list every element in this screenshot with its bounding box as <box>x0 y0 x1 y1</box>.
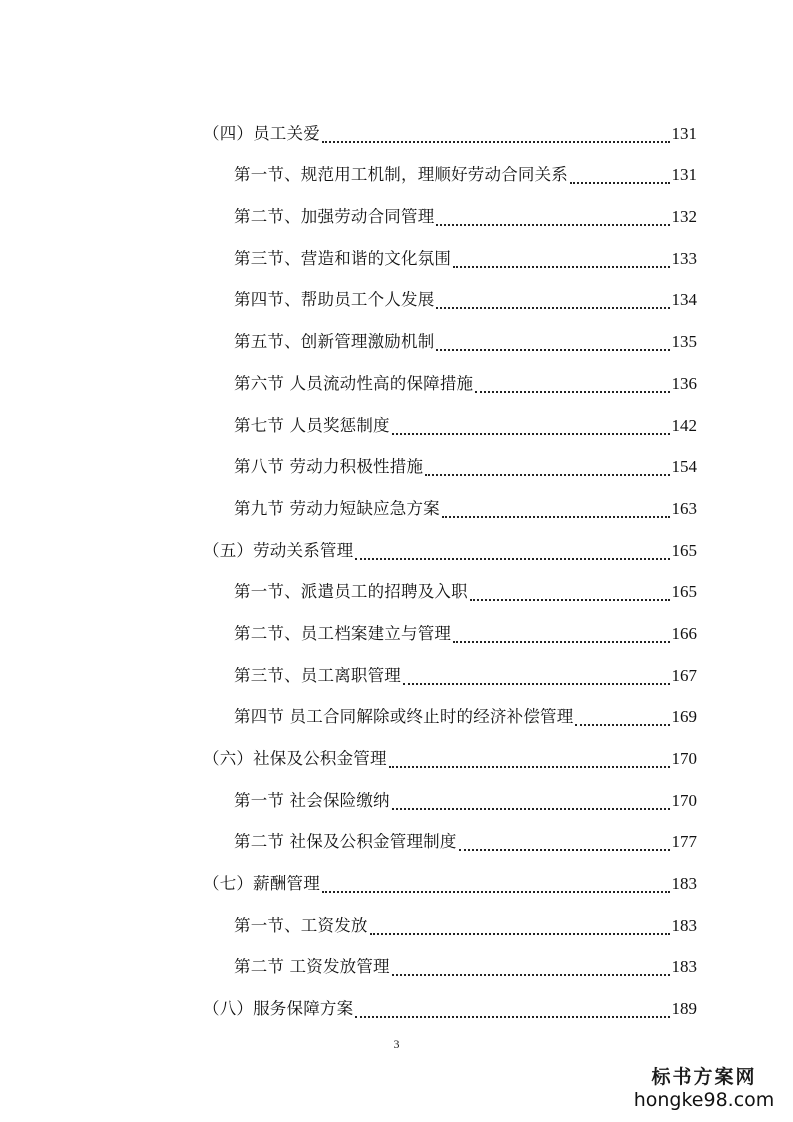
toc-entry-title: （六）社保及公积金管理 <box>203 749 387 768</box>
toc-entry-page-number: 165 <box>671 540 697 560</box>
toc-entry-title: 第八节 劳动力积极性措施 <box>234 457 424 477</box>
toc-entry-title: 第二节、加强劳动合同管理 <box>234 207 435 227</box>
toc-dot-leader <box>453 627 669 643</box>
toc-entry-title: 第一节 社会保险缴纳 <box>234 790 390 810</box>
toc-subsection-entry <box>203 396 697 438</box>
toc-entry-title: 第四节、帮助员工个人发展 <box>234 290 435 310</box>
toc-entry-page-number: 133 <box>671 248 697 268</box>
toc-entry-page-number: 132 <box>671 207 697 227</box>
toc-subsection-entry <box>203 354 697 396</box>
toc-entry-title: 第一节、工资发放 <box>234 915 368 935</box>
toc-subsection-entry <box>203 938 697 980</box>
toc-dot-leader <box>436 210 669 226</box>
toc-dot-leader <box>570 168 670 184</box>
toc-dot-leader <box>470 585 670 601</box>
page-number: 3 <box>393 1037 400 1051</box>
toc-dot-leader <box>453 252 669 268</box>
toc-section-entry <box>203 979 697 1021</box>
toc-subsection-entry <box>203 896 697 938</box>
toc-entry-page-number: 166 <box>671 623 697 643</box>
toc-entry-page-number: 134 <box>671 290 697 310</box>
toc-entry-title: 第三节、营造和谐的文化氛围 <box>234 248 452 268</box>
toc-subsection-entry <box>203 229 697 271</box>
toc-entry-page-number: 163 <box>671 498 697 518</box>
toc-section-entry <box>203 854 697 896</box>
toc-subsection-entry <box>203 646 697 688</box>
toc-entry-title: 第七节 人员奖惩制度 <box>234 415 390 435</box>
toc-entry-title: 第二节 社保及公积金管理制度 <box>234 832 457 852</box>
toc-entry-page-number: 131 <box>671 165 697 185</box>
toc-subsection-entry <box>203 438 697 480</box>
toc-dot-leader <box>425 460 669 476</box>
toc-entry-title: 第三节、员工离职管理 <box>234 665 401 685</box>
toc-entry-page-number: 135 <box>671 332 697 352</box>
toc-dot-leader <box>322 127 670 143</box>
toc-entry-title: 第二节 工资发放管理 <box>234 957 390 977</box>
toc-subsection-entry <box>203 771 697 813</box>
toc-subsection-entry <box>203 604 697 646</box>
toc-subsection-entry <box>203 271 697 313</box>
toc-subsection-entry <box>203 563 697 605</box>
toc-entry-title: 第一节、规范用工机制，理顺好劳动合同关系 <box>234 165 568 185</box>
watermark <box>629 1068 779 1110</box>
toc-subsection-entry <box>203 312 697 354</box>
toc-entry-page-number: 183 <box>671 915 697 935</box>
toc-entry-page-number: 154 <box>671 457 697 477</box>
toc-subsection-entry <box>203 813 697 855</box>
toc-entry-page-number: 131 <box>671 123 697 143</box>
toc-subsection-entry <box>203 146 697 188</box>
toc-dot-leader <box>436 335 669 351</box>
toc-entry-title: 第二节、员工档案建立与管理 <box>234 623 452 643</box>
toc-entry-title: 第五节、创新管理激励机制 <box>234 332 435 352</box>
toc-entry-title: （四）员工关爱 <box>203 123 320 143</box>
toc-dot-leader <box>403 669 670 685</box>
toc-dot-leader <box>370 919 670 935</box>
toc-dot-leader <box>389 752 670 768</box>
watermark-site-name: 标书方案网 <box>651 1066 757 1088</box>
toc-entry-page-number: 169 <box>671 707 697 727</box>
toc-dot-leader <box>392 794 670 810</box>
toc-dot-leader <box>442 502 670 518</box>
toc-subsection-entry <box>203 479 697 521</box>
toc-entry-page-number: 136 <box>671 373 697 393</box>
toc-dot-leader <box>392 419 670 435</box>
toc-dot-leader <box>459 835 670 851</box>
toc-entry-page-number: 142 <box>671 415 697 435</box>
table-of-contents <box>203 104 697 1021</box>
toc-entry-title: 第四节 员工合同解除或终止时的经济补偿管理 <box>234 707 574 727</box>
toc-dot-leader <box>475 377 669 393</box>
toc-entry-page-number: 189 <box>671 999 697 1019</box>
toc-entry-title: 第一节、派遣员工的招聘及入职 <box>234 582 468 602</box>
toc-entry-page-number: 183 <box>671 957 697 977</box>
toc-section-entry <box>203 729 697 771</box>
toc-entry-page-number: 177 <box>671 832 697 852</box>
toc-entry-title: 第九节 劳动力短缺应急方案 <box>234 498 440 518</box>
toc-section-entry <box>203 104 697 146</box>
toc-dot-leader <box>322 877 670 893</box>
toc-dot-leader <box>392 960 670 976</box>
toc-section-entry <box>203 521 697 563</box>
toc-dot-leader <box>436 293 669 309</box>
toc-entry-page-number: 170 <box>671 790 697 810</box>
toc-entry-title: 第六节 人员流动性高的保障措施 <box>234 373 474 393</box>
toc-entry-page-number: 183 <box>671 874 697 894</box>
toc-dot-leader <box>355 544 669 560</box>
toc-subsection-entry <box>203 187 697 229</box>
toc-entry-title: （八）服务保障方案 <box>203 999 354 1019</box>
watermark-url: hongke98.com <box>633 1089 775 1111</box>
toc-subsection-entry <box>203 688 697 730</box>
toc-dot-leader <box>355 1002 669 1018</box>
toc-entry-page-number: 170 <box>671 749 697 768</box>
toc-entry-page-number: 167 <box>671 665 697 685</box>
toc-dot-leader <box>575 710 669 726</box>
toc-entry-title: （七）薪酬管理 <box>203 874 320 894</box>
toc-entry-page-number: 165 <box>671 582 697 602</box>
toc-entry-title: （五）劳动关系管理 <box>203 540 354 560</box>
